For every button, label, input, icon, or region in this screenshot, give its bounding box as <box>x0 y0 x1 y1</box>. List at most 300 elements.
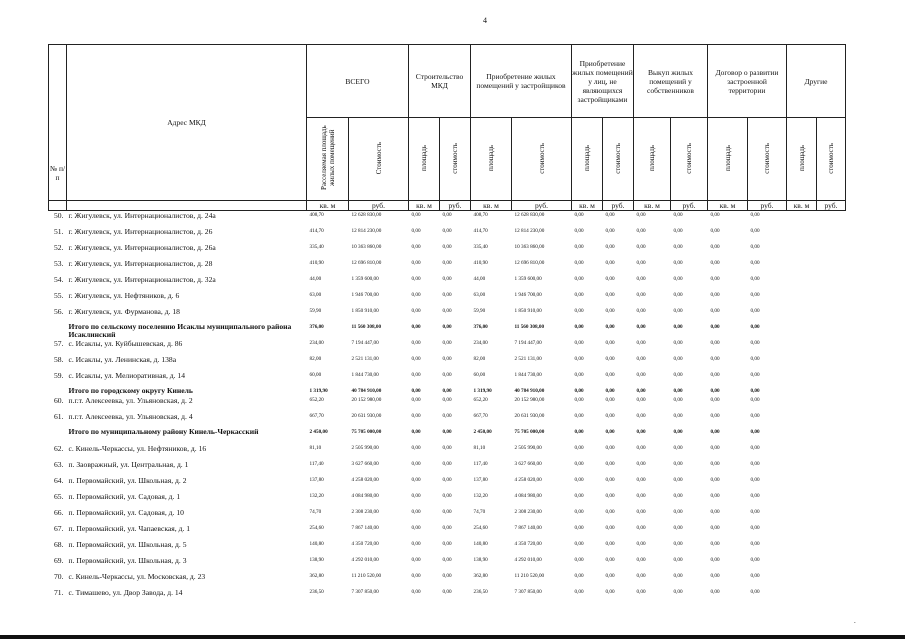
value-cell: 0,00 <box>411 461 421 467</box>
value-cell: 2 505 990,00 <box>351 445 379 451</box>
value-cell: 0,00 <box>710 356 720 362</box>
empty-cell <box>787 243 817 259</box>
value-cell: 75 705 000,00 <box>514 429 545 435</box>
value-cell: 0,00 <box>673 276 683 282</box>
subheader-cell <box>471 118 512 201</box>
value-cell: 0,00 <box>750 212 760 218</box>
value-cell: 0,00 <box>605 461 615 467</box>
value-cell: 82,00 <box>309 356 322 362</box>
value-cell: 63,00 <box>473 292 486 298</box>
table-row <box>49 508 846 524</box>
row-number: 56. <box>54 307 64 316</box>
value-cell: 0,00 <box>710 260 720 266</box>
value-cell: 362,80 <box>473 573 488 579</box>
empty-cell <box>787 291 817 307</box>
value-cell: 0,00 <box>636 212 646 218</box>
value-cell: 0,00 <box>673 445 683 451</box>
value-cell: 75 705 000,00 <box>351 429 382 435</box>
value-cell: 0,00 <box>710 525 720 531</box>
value-cell: 0,00 <box>710 573 720 579</box>
value-cell: 0,00 <box>442 212 452 218</box>
value-cell: 11 210 520,00 <box>351 573 382 579</box>
subheader-cell <box>349 118 409 201</box>
value-cell: 1 359 600,00 <box>514 276 542 282</box>
empty-cell <box>817 211 846 228</box>
empty-cell <box>817 572 846 588</box>
value-cell: 0,00 <box>574 276 584 282</box>
value-cell: 0,00 <box>750 461 760 467</box>
address-cell: п. Первомайский, ул. Школьная, д. 5 <box>68 540 187 549</box>
row-number: 52. <box>54 243 64 252</box>
subheader-cell <box>787 118 817 201</box>
address-cell: г. Жигулевск, ул. Интернационалистов, д. 26 <box>68 227 213 236</box>
value-cell: 1 850 910,00 <box>351 308 379 314</box>
value-cell: 0,00 <box>574 461 584 467</box>
value-cell: 0,00 <box>411 340 421 346</box>
value-cell: 0,00 <box>605 372 615 378</box>
value-cell: 0,00 <box>750 397 760 403</box>
value-cell: 44,00 <box>309 276 322 282</box>
empty-cell <box>787 556 817 572</box>
value-cell: 0,00 <box>411 260 421 266</box>
value-cell: 0,00 <box>605 388 615 394</box>
row-number: 51. <box>54 227 64 236</box>
value-cell: 0,00 <box>605 573 615 579</box>
row-number: 57. <box>54 339 64 348</box>
subheader-label: стоимость <box>614 142 622 174</box>
empty-cell <box>817 323 846 339</box>
empty-cell <box>787 588 817 604</box>
value-cell: 4 350 720,00 <box>514 541 542 547</box>
value-cell: 12 696 810,00 <box>351 260 382 266</box>
value-cell: 0,00 <box>442 372 452 378</box>
value-cell: 0,00 <box>636 557 646 563</box>
value-cell: 7 194 447,00 <box>351 340 379 346</box>
value-cell: 0,00 <box>750 557 760 563</box>
table-row <box>49 476 846 492</box>
address-cell: г. Жигулевск, ул. Интернационалистов, д. 28 <box>68 259 213 268</box>
value-cell: 0,00 <box>574 340 584 346</box>
empty-cell <box>787 524 817 540</box>
value-cell: 0,00 <box>605 397 615 403</box>
value-cell: 234,00 <box>473 340 488 346</box>
mkd-resettlement-table <box>48 44 846 604</box>
row-number: 59. <box>54 371 64 380</box>
address-cell: г. Жигулевск, ул. Интернационалистов, д. 32а <box>68 275 216 284</box>
total-row <box>49 428 846 444</box>
value-cell: 81,10 <box>473 445 486 451</box>
value-cell: 0,00 <box>411 244 421 250</box>
value-cell: 0,00 <box>673 557 683 563</box>
value-cell: 1 319,90 <box>473 388 492 394</box>
value-cell: 0,00 <box>710 477 720 483</box>
value-cell: 335,40 <box>309 244 324 250</box>
value-cell: 0,00 <box>636 292 646 298</box>
empty-cell <box>787 460 817 476</box>
group-header: Другие <box>787 45 846 118</box>
value-cell: 132,20 <box>309 493 324 499</box>
value-cell: 0,00 <box>636 429 646 435</box>
table-row <box>49 339 846 355</box>
value-cell: 20 631 930,00 <box>351 413 382 419</box>
value-cell: 0,00 <box>710 244 720 250</box>
subheader-label: площадь <box>583 145 591 171</box>
value-cell: 0,00 <box>574 525 584 531</box>
empty-cell <box>817 412 846 428</box>
value-cell: 0,00 <box>673 340 683 346</box>
value-cell: 0,00 <box>442 260 452 266</box>
value-cell: 0,00 <box>710 292 720 298</box>
value-cell: 4 350 720,00 <box>351 541 379 547</box>
value-cell: 0,00 <box>673 413 683 419</box>
value-cell: 234,00 <box>309 340 324 346</box>
group-header: Приобретение жилых помещений у лиц, не являющихся застройщиками <box>572 45 634 118</box>
value-cell: 0,00 <box>411 228 421 234</box>
value-cell: 140,80 <box>309 541 324 547</box>
unit-cell: кв. м <box>708 201 748 211</box>
page-number: 4 <box>483 16 487 25</box>
row-number <box>49 428 67 444</box>
unit-cell: кв. м <box>307 201 349 211</box>
group-header: ВСЕГО <box>307 45 409 118</box>
empty-cell <box>787 371 817 387</box>
unit-cell: руб. <box>440 201 471 211</box>
value-cell: 0,00 <box>442 308 452 314</box>
value-cell: 414,70 <box>309 228 324 234</box>
value-cell: 335,40 <box>473 244 488 250</box>
empty-cell <box>67 201 307 211</box>
value-cell: 0,00 <box>574 493 584 499</box>
value-cell: 132,20 <box>473 493 488 499</box>
value-cell: 0,00 <box>411 324 421 330</box>
value-cell: 60,00 <box>309 372 322 378</box>
value-cell: 0,00 <box>574 324 584 330</box>
value-cell: 0,00 <box>636 260 646 266</box>
subheader-cell <box>307 118 349 201</box>
table-row <box>49 588 846 604</box>
empty-cell <box>817 540 846 556</box>
value-cell: 0,00 <box>673 477 683 483</box>
value-cell: 3 627 660,00 <box>514 461 542 467</box>
value-cell: 0,00 <box>673 292 683 298</box>
value-cell: 4 084 980,00 <box>351 493 379 499</box>
value-cell: 236,50 <box>473 589 488 595</box>
value-cell: 7 307 850,00 <box>514 589 542 595</box>
subheader-cell <box>603 118 634 201</box>
value-cell: 0,00 <box>636 525 646 531</box>
table-row <box>49 412 846 428</box>
value-cell: 81,10 <box>309 445 322 451</box>
value-cell: 0,00 <box>710 324 720 330</box>
empty-cell <box>787 339 817 355</box>
value-cell: 0,00 <box>636 461 646 467</box>
value-cell: 0,00 <box>442 557 452 563</box>
value-cell: 0,00 <box>710 413 720 419</box>
value-cell: 0,00 <box>411 212 421 218</box>
address-cell: п. Первомайский, ул. Садовая, д. 10 <box>68 508 184 517</box>
value-cell: 0,00 <box>750 292 760 298</box>
unit-cell: кв. м <box>471 201 512 211</box>
row-number: 70. <box>54 572 64 581</box>
value-cell: 254,60 <box>473 525 488 531</box>
table-row <box>49 444 846 460</box>
address-header: Адрес МКД <box>67 45 307 201</box>
empty-cell <box>787 476 817 492</box>
empty-cell <box>787 428 817 444</box>
value-cell: 44,00 <box>473 276 486 282</box>
value-cell: 0,00 <box>636 589 646 595</box>
value-cell: 0,00 <box>750 340 760 346</box>
value-cell: 0,00 <box>710 228 720 234</box>
empty-cell <box>817 460 846 476</box>
value-cell: 0,00 <box>605 276 615 282</box>
units-row <box>49 201 846 211</box>
value-cell: 0,00 <box>442 509 452 515</box>
value-cell: 0,00 <box>605 477 615 483</box>
value-cell: 0,00 <box>605 228 615 234</box>
group-header: Приобретение жилых помещений у застройщиков <box>471 45 572 118</box>
group-header: Строительство МКД <box>409 45 471 118</box>
value-cell: 59,90 <box>309 308 322 314</box>
value-cell: 140,80 <box>473 541 488 547</box>
value-cell: 0,00 <box>673 260 683 266</box>
value-cell: 667,70 <box>473 413 488 419</box>
value-cell: 0,00 <box>636 244 646 250</box>
value-cell: 0,00 <box>673 228 683 234</box>
value-cell: 0,00 <box>636 276 646 282</box>
empty-cell <box>787 323 817 339</box>
value-cell: 410,90 <box>309 260 324 266</box>
row-number: 54. <box>54 275 64 284</box>
empty-cell <box>787 307 817 323</box>
bottom-border <box>0 635 905 639</box>
value-cell: 0,00 <box>605 509 615 515</box>
group-header: Договор о развитии застроенной территории <box>708 45 787 118</box>
value-cell: 0,00 <box>574 260 584 266</box>
value-cell: 0,00 <box>442 397 452 403</box>
empty-cell <box>787 259 817 275</box>
value-cell: 137,80 <box>473 477 488 483</box>
row-number: 66. <box>54 508 64 517</box>
value-cell: 0,00 <box>750 324 760 330</box>
value-cell: 0,00 <box>710 557 720 563</box>
value-cell: 0,00 <box>636 308 646 314</box>
value-cell: 0,00 <box>605 212 615 218</box>
value-cell: 0,00 <box>673 493 683 499</box>
value-cell: 236,50 <box>309 589 324 595</box>
value-cell: 20 152 980,00 <box>351 397 382 403</box>
value-cell: 74,70 <box>309 509 322 515</box>
value-cell: 1 359 600,00 <box>351 276 379 282</box>
subheader-label: Расселяемая площадь жилых помещений <box>319 125 336 191</box>
row-number <box>49 323 67 339</box>
value-cell: 0,00 <box>605 413 615 419</box>
empty-cell <box>817 476 846 492</box>
footer-mark: . <box>854 617 856 625</box>
unit-cell: руб. <box>512 201 572 211</box>
value-cell: 3 627 660,00 <box>351 461 379 467</box>
empty-cell <box>817 259 846 275</box>
empty-cell <box>817 339 846 355</box>
value-cell: 0,00 <box>710 429 720 435</box>
empty-cell <box>787 387 817 396</box>
table-row <box>49 275 846 291</box>
value-cell: 0,00 <box>442 541 452 547</box>
subheader-label: площадь <box>648 145 656 171</box>
empty-cell <box>817 387 846 396</box>
subheader-label: стоимость <box>537 142 546 174</box>
group-header: Выкуп жилых помещений у собственников <box>634 45 708 118</box>
value-cell: 0,00 <box>574 557 584 563</box>
value-cell: 0,00 <box>673 461 683 467</box>
table-row <box>49 307 846 323</box>
table-row <box>49 396 846 412</box>
value-cell: 0,00 <box>750 260 760 266</box>
value-cell: 0,00 <box>605 445 615 451</box>
value-cell: 7 194 447,00 <box>514 340 542 346</box>
value-cell: 0,00 <box>673 308 683 314</box>
value-cell: 0,00 <box>574 388 584 394</box>
address-cell: Итого по муниципальному району Кинель-Черкасский <box>68 428 259 436</box>
empty-cell <box>817 492 846 508</box>
empty-cell <box>817 428 846 444</box>
value-cell: 0,00 <box>605 493 615 499</box>
empty-cell <box>787 275 817 291</box>
value-cell: 0,00 <box>574 244 584 250</box>
value-cell: 0,00 <box>411 429 421 435</box>
row-number: 58. <box>54 355 64 364</box>
value-cell: 0,00 <box>574 308 584 314</box>
value-cell: 0,00 <box>605 292 615 298</box>
subheader-cell <box>708 118 748 201</box>
subheader-cell <box>572 118 603 201</box>
row-number: 64. <box>54 476 64 485</box>
value-cell: 1 946 700,00 <box>514 292 542 298</box>
value-cell: 20 631 930,00 <box>514 413 545 419</box>
empty-cell <box>787 572 817 588</box>
value-cell: 0,00 <box>442 525 452 531</box>
value-cell: 12 696 810,00 <box>514 260 545 266</box>
unit-cell: руб. <box>671 201 708 211</box>
value-cell: 0,00 <box>411 557 421 563</box>
value-cell: 0,00 <box>636 340 646 346</box>
subheader-cell <box>440 118 471 201</box>
row-number: 65. <box>54 492 64 501</box>
value-cell: 0,00 <box>442 445 452 451</box>
value-cell: 12 814 230,00 <box>351 228 382 234</box>
value-cell: 0,00 <box>636 445 646 451</box>
table-row <box>49 371 846 387</box>
value-cell: 0,00 <box>411 388 421 394</box>
empty-cell <box>817 243 846 259</box>
value-cell: 0,00 <box>636 324 646 330</box>
value-cell: 11 560 308,00 <box>351 324 382 330</box>
value-cell: 0,00 <box>411 541 421 547</box>
value-cell: 0,00 <box>574 509 584 515</box>
value-cell: 0,00 <box>411 573 421 579</box>
address-cell: с. Исаклы, ул. Мелиоративная, д. 14 <box>68 371 186 380</box>
address-cell: г. Жигулевск, ул. Нефтяников, д. 6 <box>68 291 180 300</box>
value-cell: 0,00 <box>750 244 760 250</box>
empty-cell <box>817 291 846 307</box>
value-cell: 137,80 <box>309 477 324 483</box>
value-cell: 652,20 <box>309 397 324 403</box>
value-cell: 0,00 <box>750 541 760 547</box>
value-cell: 0,00 <box>605 589 615 595</box>
subheader-label: площадь <box>487 145 495 171</box>
address-cell: Итого по сельскому поселению Исаклы муниципального района Исаклинский <box>68 323 292 339</box>
value-cell: 0,00 <box>710 372 720 378</box>
value-cell: 652,20 <box>473 397 488 403</box>
value-cell: 0,00 <box>442 477 452 483</box>
value-cell: 0,00 <box>750 276 760 282</box>
value-cell: 20 152 980,00 <box>514 397 545 403</box>
row-number: 61. <box>54 412 64 421</box>
row-number: 53. <box>54 259 64 268</box>
value-cell: 0,00 <box>750 525 760 531</box>
value-cell: 0,00 <box>750 372 760 378</box>
subheader-cell <box>634 118 671 201</box>
table-row <box>49 524 846 540</box>
value-cell: 0,00 <box>605 541 615 547</box>
subheader-label: площадь <box>723 145 732 171</box>
value-cell: 0,00 <box>411 493 421 499</box>
value-cell: 254,60 <box>309 525 324 531</box>
value-cell: 0,00 <box>673 525 683 531</box>
value-cell: 0,00 <box>636 573 646 579</box>
empty-cell <box>787 227 817 243</box>
subheader-label: стоимость <box>763 142 771 174</box>
value-cell: 0,00 <box>442 429 452 435</box>
value-cell: 0,00 <box>574 573 584 579</box>
value-cell: 0,00 <box>411 308 421 314</box>
value-cell: 0,00 <box>673 388 683 394</box>
value-cell: 0,00 <box>636 388 646 394</box>
value-cell: 2 450,00 <box>309 429 328 435</box>
empty-cell <box>787 211 817 228</box>
address-cell: г. Жигулевск, ул. Фурманова, д. 18 <box>68 307 180 316</box>
empty-cell <box>817 307 846 323</box>
address-cell: с. Исаклы, ул. Ленинская, д. 138а <box>68 355 177 364</box>
subheader-label: стоимость <box>451 142 459 174</box>
value-cell: 0,00 <box>605 324 615 330</box>
table-row <box>49 355 846 371</box>
value-cell: 0,00 <box>574 413 584 419</box>
value-cell: 0,00 <box>442 228 452 234</box>
address-cell: г. Жигулевск, ул. Интернационалистов, д. 26а <box>68 243 216 252</box>
table-row <box>49 540 846 556</box>
value-cell: 0,00 <box>636 493 646 499</box>
empty-cell <box>817 444 846 460</box>
value-cell: 376,00 <box>309 324 324 330</box>
row-number: 63. <box>54 460 64 469</box>
value-cell: 362,80 <box>309 573 324 579</box>
address-cell: п. Первомайский, ул. Садовая, д. 1 <box>68 492 181 501</box>
value-cell: 0,00 <box>673 573 683 579</box>
value-cell: 0,00 <box>636 372 646 378</box>
value-cell: 376,00 <box>473 324 488 330</box>
value-cell: 4 258 020,00 <box>351 477 379 483</box>
value-cell: 0,00 <box>411 589 421 595</box>
value-cell: 2 308 230,00 <box>351 509 379 515</box>
value-cell: 0,00 <box>673 589 683 595</box>
value-cell: 2 308 230,00 <box>514 509 542 515</box>
value-cell: 0,00 <box>750 413 760 419</box>
value-cell: 408,70 <box>309 212 324 218</box>
value-cell: 0,00 <box>750 228 760 234</box>
value-cell: 0,00 <box>750 573 760 579</box>
value-cell: 0,00 <box>710 445 720 451</box>
